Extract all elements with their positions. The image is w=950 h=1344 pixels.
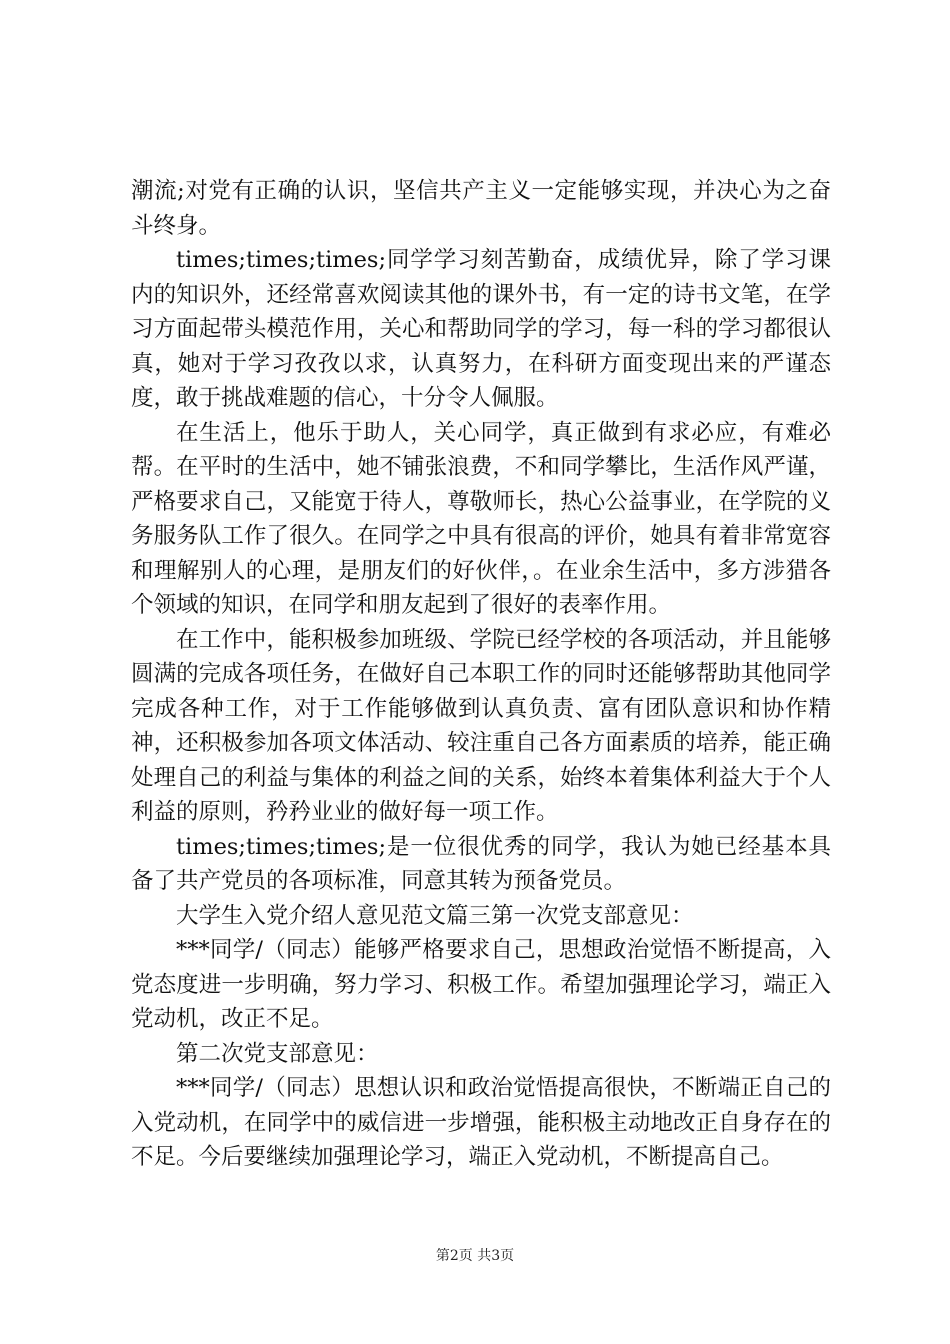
section-heading-first-opinion: 大学生入党介绍人意见范文篇三第一次党支部意见：	[176, 902, 694, 929]
paragraph-work: 在工作中，能积极参加班级、学院已经学校的各项活动，并且能够圆满的完成各项任务，在做好自己本职工作的同时还能够帮助其他同学完成各种工作，对于工作能够做到认真负责、富有团队意识和协作精神，还积极参加各项文体活动、较注重自己各方面素质的培养，能正确处理自己的利益与集体的利益之间的关系，始终本着集体利益大于个人利益的原则，矜矜业业的做好每一项工作。	[131, 626, 831, 825]
paragraph-second-opinion: ***同学/（同志）思想认识和政治觉悟提高很快，不断端正自己的入党动机，在同学中的威信进一步增强，能积极主动地改正自身存在的不足。今后要继续加强理论学习，端正入党动机，不断提高自己。	[131, 1075, 831, 1170]
document-body	[131, 174, 831, 1175]
section-heading-second-opinion: 第二次党支部意见：	[176, 1040, 379, 1067]
paragraph-study: times;times;times;同学学习刻苦勤奋，成绩优异，除了学习课内的知识外，还经常喜欢阅读其他的课外书，有一定的诗书文笔，在学习方面起带头模范作用，关心和帮助同学的学习，每一科的学习都很认真，她对于学习孜孜以求，认真努力，在科研方面变现出来的严谨态度，敢于挑战难题的信心，十分令人佩服。	[131, 247, 831, 411]
paragraph-continued: 潮流;对党有正确的认识，坚信共产主义一定能够实现，并决心为之奋斗终身。	[131, 178, 831, 239]
page-footer: 第2页 共3页	[435, 1248, 515, 1264]
paragraph-life: 在生活上，他乐于助人，关心同学，真正做到有求必应，有难必帮。在平时的生活中，她不铺张浪费，不和同学攀比，生活作风严谨，严格要求自己，又能宽于待人，尊敬师长，热心公益事业，在学院的义务服务队工作了很久。在同学之中具有很高的评价，她具有着非常宽容和理解别人的心理，是朋友们的好伙伴，。在业余生活中，多方涉猎各个领域的知识，在同学和朋友起到了很好的表率作用。	[131, 419, 831, 618]
paragraph-conclusion: times;times;times;是一位很优秀的同学，我认为她已经基本具备了共产党员的各项标准，同意其转为预备党员。	[131, 833, 831, 894]
paragraph-first-opinion: ***同学/（同志）能够严格要求自己，思想政治觉悟不断提高，入党态度进一步明确，努力学习、积极工作。希望加强理论学习，端正入党动机，改正不足。	[131, 937, 831, 1032]
